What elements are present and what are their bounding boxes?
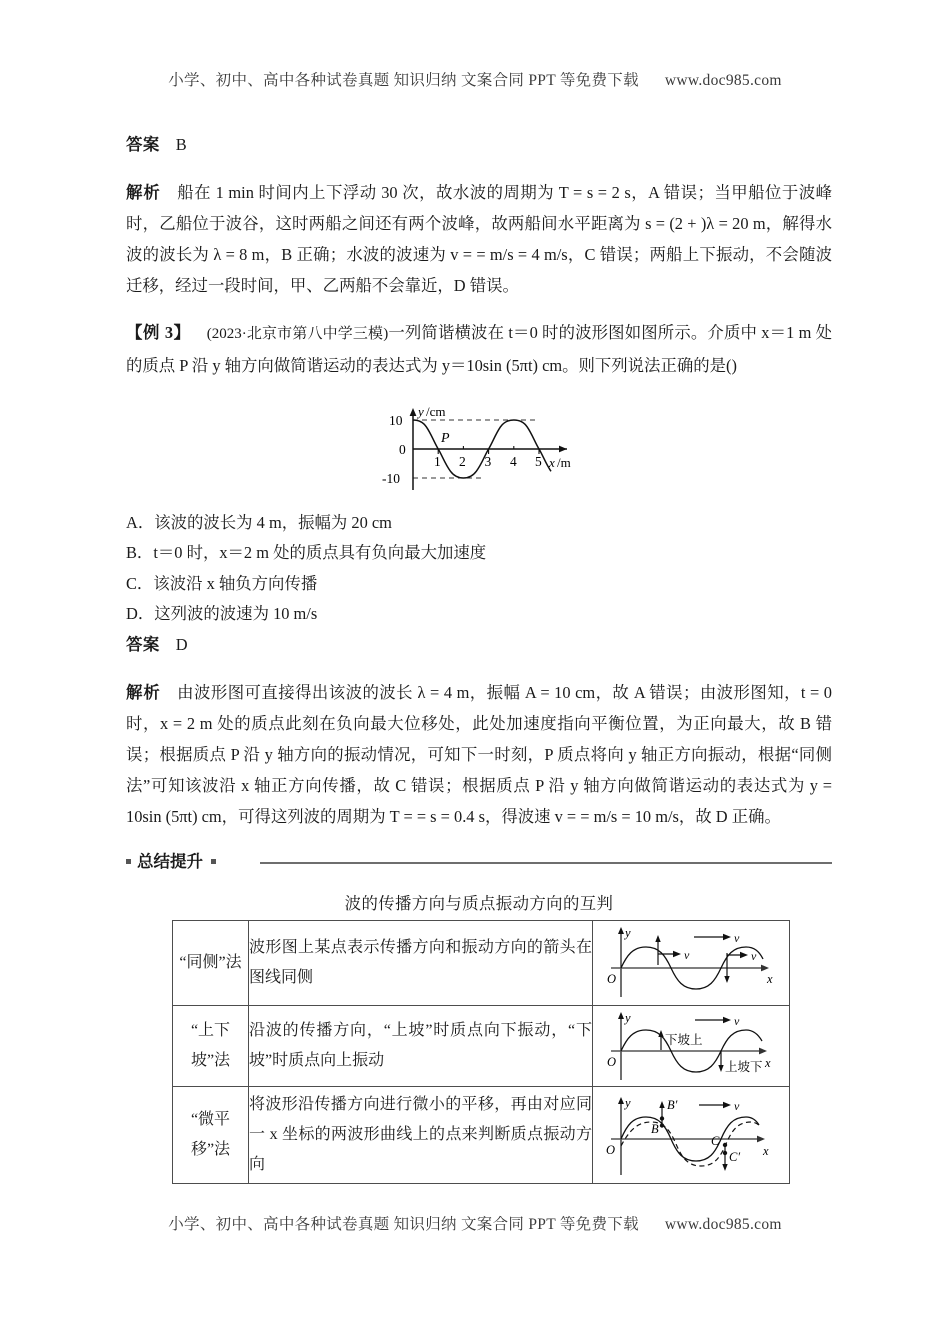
example-3-label: 【例 3】 (126, 323, 191, 343)
origin-label: O (606, 1142, 616, 1157)
row-3-description: 将波形沿传播方向进行微小的平移，再由对应同一 x 坐标的两波形曲线上的点来判断质点振动方向 (249, 1086, 593, 1183)
analysis-text-1: 船在 1 min 时间内上下浮动 30 次，故水波的周期为 T = s = 2 s，A 错误；当甲船位于波峰时，乙船位于波谷，这时两船之间还有两个波峰，故两船间水平距离为 s = (2 + )λ = 20 m，解得水波的波长为 λ = 8 m，B 正确；水波的波速为 v = = m/s = 4 m/s，C 错误；两船上下振动，不会随波迁移，经过一段时间，甲、乙两船不会靠近，D 错误。 (126, 182, 833, 295)
option-D (126, 599, 832, 630)
table-row (173, 1005, 790, 1086)
fig-xtick-4: 4 (510, 453, 517, 469)
mid-arrow-head (673, 951, 681, 957)
row-2-description: 沿波的传播方向，“上坡”时质点向下振动，“下坡”时质点向上振动 (249, 1005, 593, 1086)
table-row (173, 920, 790, 1005)
option-B (126, 538, 832, 569)
point-C-prime-label: C′ (729, 1149, 741, 1164)
option-C (126, 569, 832, 600)
answer-value-1: B (175, 135, 187, 154)
right-arrow-head (740, 952, 748, 958)
x-tick-marks (438, 446, 539, 454)
row-3-method: “微平移”法 (173, 1086, 249, 1183)
v-label-top: v (734, 930, 740, 945)
uphill-note: 上坡下 (725, 1058, 763, 1074)
top-arrow-head (723, 1102, 731, 1108)
answer-value-2: D (175, 634, 188, 654)
fig-xtick-3: 3 (484, 453, 492, 469)
row-1-method: “同侧”法 (173, 920, 249, 1005)
downhill-note: 下坡上 (665, 1031, 703, 1047)
row-2-figure (593, 1005, 790, 1086)
option-A-text: 该波的波长为 4 m，振幅为 20 cm (154, 512, 392, 532)
analysis-text-2: 由波形图可直接得出该波的波长 λ = 4 m，振幅 A = 10 cm，故 A 错误；由波形图知，t = 0 时，x = 2 m 处的质点此刻在负向最大位移处，此处加速度指向平衡位置，为正向最大，故 B 错误；根据质点 P 沿 y 轴方向的振动情况，可知下一时刻，P 质点将向 y 轴正方向振动，根据“同侧法”可知该波沿 x 轴正方向传播，故 C 错误；根据质点 P 沿 y 轴方向做简谐运动的表达式为 y = 10sin (5πt) cm，可得这列波的周期为 T = = s = 0.4 s，得波速 v = = m/s = 10 m/s，故 D 正确。 (126, 682, 833, 826)
option-B-text: t＝0 时，x＝2 m 处的质点具有负向最大加速度 (153, 543, 487, 563)
point-B-label: B (651, 1121, 659, 1136)
summary-table (172, 920, 790, 1184)
fig-point-P-label: P (441, 430, 450, 446)
square-bullet-icon (126, 859, 131, 864)
fig-ytick-neg10: -10 (382, 470, 400, 486)
uphill-downhill-method-diagram (599, 1006, 783, 1086)
v-label-right: v (751, 948, 757, 963)
option-C-text: 该波沿 x 轴负方向传播 (153, 573, 318, 593)
x-axis-arrow (559, 445, 567, 452)
row-3-figure (593, 1086, 790, 1183)
y-axis-arrow (410, 408, 417, 416)
same-side-method-diagram (599, 921, 783, 1005)
analysis-block-2 (126, 677, 832, 832)
analysis-label-2: 解析 (126, 682, 161, 702)
origin-label: O (607, 971, 617, 986)
y-axis-arrow (618, 1097, 624, 1104)
x-axis-arrow (761, 965, 769, 972)
analysis-block-1 (126, 177, 832, 301)
row-1-figure (593, 920, 790, 1005)
table-row (173, 1086, 790, 1183)
fig-y-unit: /cm (426, 403, 446, 419)
row-1-description: 波形图上某点表示传播方向和振动方向的箭头在图线同侧 (249, 920, 593, 1005)
x-axis-arrow (757, 1136, 765, 1143)
option-C-key: C． (126, 573, 154, 593)
square-bullet-icon-2 (211, 859, 216, 864)
document-body (126, 130, 832, 1184)
example-3-close: ) (731, 356, 737, 376)
row-2-method: “上下坡”法 (173, 1005, 249, 1086)
v-label-top: v (734, 1013, 740, 1028)
point-C-label: C (711, 1133, 720, 1148)
answer-label-1: 答案 (126, 135, 160, 154)
section-title: 总结提升 (137, 851, 203, 871)
analysis-label-1: 解析 (126, 182, 161, 202)
B-arrow-head (659, 1101, 664, 1108)
y-axis-label: y (625, 1095, 631, 1110)
fig-ytick-0: 0 (399, 441, 406, 457)
option-B-key: B． (126, 543, 154, 563)
footer-url: www.doc985.com (664, 1216, 782, 1233)
page-footer (0, 1212, 950, 1234)
example-3-block (126, 317, 832, 381)
v-label-top: v (734, 1098, 740, 1113)
y-axis-label: y (625, 1010, 631, 1025)
fig-ytick-10: 10 (389, 412, 403, 428)
section-header-summary (126, 848, 832, 882)
point-C (723, 1143, 727, 1147)
top-arrow-head (723, 1017, 731, 1023)
top-arrow-head (723, 934, 731, 940)
option-D-text: 这列波的波速为 10 m/s (154, 604, 318, 624)
example-3-source: (2023·北京市第八中学三模) (206, 326, 389, 343)
summary-table-title: 波的传播方向与质点振动方向的互判 (344, 893, 614, 913)
down-arrow-head (724, 976, 729, 983)
micro-shift-method-diagram (599, 1087, 783, 1183)
option-A-key: A． (126, 512, 155, 532)
x-axis-label: x (765, 1055, 771, 1070)
section-rule (260, 862, 832, 864)
C-arrow-head (722, 1164, 727, 1171)
x-axis-label: x (763, 1143, 769, 1158)
x-axis-arrow (759, 1048, 767, 1055)
point-B-prime-label: B′ (667, 1097, 678, 1112)
x-axis-label: x (767, 971, 773, 986)
fig-xtick-2: 2 (459, 453, 466, 469)
wave-diagram-svg (371, 398, 601, 506)
fig-x-label: x (549, 454, 555, 470)
y-axis-label: y (625, 925, 631, 940)
fig-xtick-5: 5 (535, 453, 542, 469)
example-3-text: 一列简谐横波在 t＝0 时的波形图如图所示。介质中 x＝1 m 处的质点 P 沿 y 轴方向做简谐运动的表达式为 y＝10sin (5πt) cm。则下列说法正确的是( (126, 323, 832, 376)
header-url: www.doc985.com (664, 72, 782, 89)
fig-xtick-1: 1 (434, 453, 441, 469)
option-D-key: D． (126, 604, 155, 624)
page-header (0, 68, 950, 90)
up-arrow-head (655, 935, 660, 942)
y-axis-arrow (618, 927, 624, 934)
header-text: 小学、初中、高中各种试卷真题 知识归纳 文案合同 PPT 等免费下载 (168, 72, 639, 89)
fig-x-unit: /m (557, 454, 571, 470)
answer-block-1 (126, 130, 832, 161)
y-axis-arrow (618, 1012, 624, 1019)
wave-figure-example-3 (126, 398, 832, 506)
fig-y-label: y (418, 403, 424, 419)
answer-label-2: 答案 (126, 634, 160, 654)
v-label-mid: v (684, 947, 690, 962)
footer-text: 小学、初中、高中各种试卷真题 知识归纳 文案合同 PPT 等免费下载 (168, 1216, 639, 1233)
option-A (126, 508, 832, 539)
origin-label: O (607, 1054, 617, 1069)
uphill-arrow-head (718, 1065, 723, 1072)
answer-block-2 (126, 630, 832, 661)
